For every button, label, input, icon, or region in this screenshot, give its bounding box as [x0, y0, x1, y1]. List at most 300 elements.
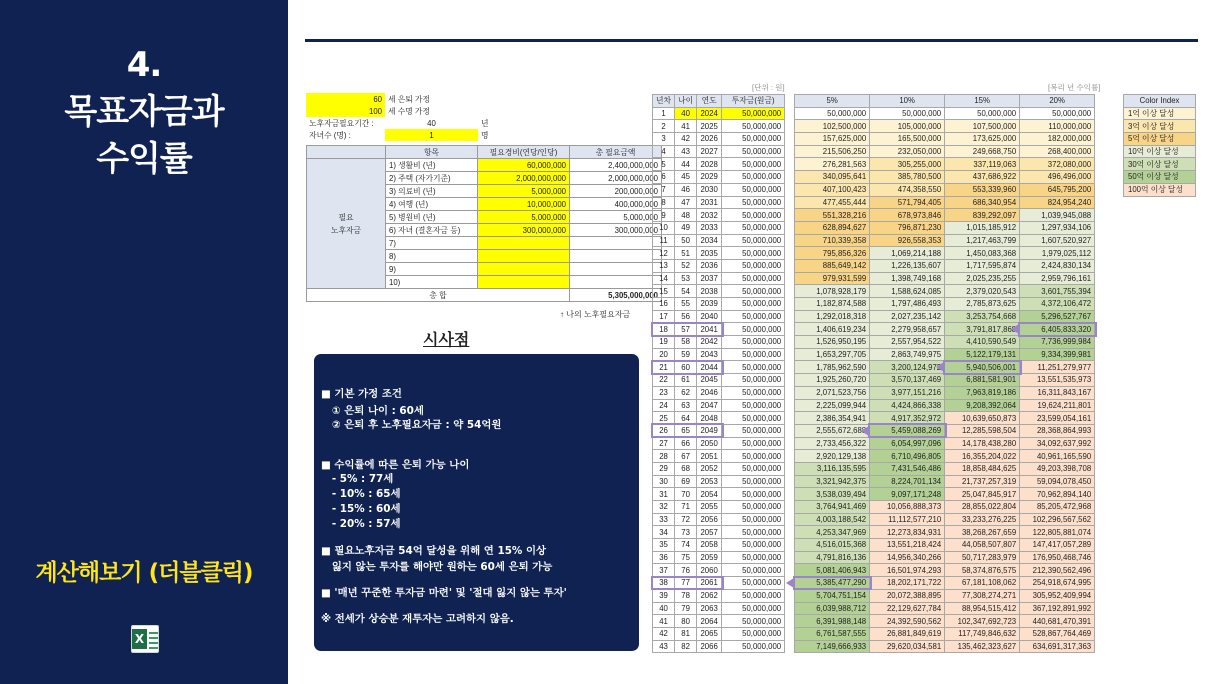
- row-index-cell: 11: [653, 234, 675, 247]
- row-index-cell: 50: [675, 234, 697, 247]
- value-highlight: [793, 576, 872, 591]
- balance-cell: 372,080,000: [1020, 158, 1095, 171]
- column-gap: [785, 450, 795, 463]
- row-index-cell: 2042: [697, 336, 722, 349]
- row-index-cell: 41: [653, 615, 675, 628]
- cost-total: 2,000,000,000: [570, 172, 662, 185]
- balance-cell: 21,737,257,319: [945, 475, 1020, 488]
- balance-cell: 979,931,599: [795, 272, 870, 285]
- balance-cell: 305,255,000: [870, 158, 945, 171]
- column-header: 10%: [870, 95, 945, 108]
- table-row: [653, 437, 1095, 450]
- balance-cell: 3,200,124,972: [870, 361, 945, 374]
- value-highlight: [1018, 322, 1097, 337]
- column-header: 연도: [697, 95, 722, 108]
- cost-grand-total: 5,305,000,000: [570, 289, 662, 302]
- balance-cell: 9,097,171,248: [870, 488, 945, 501]
- principal-cell: 50,000,000: [722, 551, 785, 564]
- balance-cell: 249,668,750: [945, 145, 1020, 158]
- principal-cell: 50,000,000: [722, 627, 785, 640]
- row-index-cell: 23: [653, 386, 675, 399]
- balance-cell: 3,764,941,469: [795, 501, 870, 514]
- row-index-cell: 2041: [697, 323, 722, 336]
- row-index-cell: 78: [675, 589, 697, 602]
- balance-cell: 25,047,845,917: [945, 488, 1020, 501]
- slide-title: [0, 42, 288, 183]
- row-index-cell: 2044: [697, 361, 722, 374]
- balance-cell: 24,392,590,562: [870, 615, 945, 628]
- row-index-cell: 71: [675, 501, 697, 514]
- balance-cell: 212,390,562,496: [1020, 564, 1095, 577]
- cost-row: [307, 159, 662, 172]
- balance-cell: 13,551,218,424: [870, 539, 945, 552]
- balance-cell: 147,417,057,289: [1020, 539, 1095, 552]
- row-index-cell: 58: [675, 336, 697, 349]
- cost-annual-input[interactable]: 5,000,000: [478, 185, 570, 198]
- row-index-cell: 40: [653, 602, 675, 615]
- balance-cell: 5,940,506,001: [945, 361, 1020, 374]
- assumption-inputs: [306, 93, 577, 141]
- row-index-cell: 2050: [697, 437, 722, 450]
- row-index-cell: 21: [653, 361, 675, 374]
- principal-cell: 50,000,000: [722, 564, 785, 577]
- principal-cell: 50,000,000: [722, 424, 785, 437]
- color-index-row: [1124, 133, 1196, 146]
- column-gap: [785, 640, 795, 653]
- column-gap: [785, 627, 795, 640]
- balance-cell: 571,794,405: [870, 196, 945, 209]
- balance-cell: 122,805,881,074: [1020, 526, 1095, 539]
- balance-cell: 110,000,000: [1020, 120, 1095, 133]
- row-index-cell: 2046: [697, 386, 722, 399]
- column-gap: [785, 221, 795, 234]
- balance-cell: 385,780,500: [870, 171, 945, 184]
- balance-cell: 29,620,034,581: [870, 640, 945, 653]
- balance-cell: 3,538,039,494: [795, 488, 870, 501]
- row-index-cell: 62: [675, 386, 697, 399]
- row-index-cell: 6: [653, 171, 675, 184]
- column-gap: [785, 234, 795, 247]
- table-row: [653, 107, 1095, 120]
- principal-cell: 50,000,000: [722, 120, 785, 133]
- table-row: [653, 336, 1095, 349]
- balance-cell: 40,961,165,590: [1020, 450, 1095, 463]
- principal-cell: 50,000,000: [722, 462, 785, 475]
- balance-cell: 6,881,581,901: [945, 374, 1020, 387]
- row-index-cell: 32: [653, 501, 675, 514]
- row-index-cell: 2065: [697, 627, 722, 640]
- retire-age-input[interactable]: 60: [306, 93, 385, 105]
- balance-cell: 85,205,472,968: [1020, 501, 1095, 514]
- balance-cell: 20,072,388,895: [870, 589, 945, 602]
- row-index-cell: 72: [675, 513, 697, 526]
- balance-cell: 50,000,000: [795, 107, 870, 120]
- row-index-cell: 46: [675, 183, 697, 196]
- cost-annual-input[interactable]: 10,000,000: [478, 198, 570, 211]
- balance-cell: 7,963,819,186: [945, 386, 1020, 399]
- balance-cell: 173,625,000: [945, 133, 1020, 146]
- row-index-cell: 2: [653, 120, 675, 133]
- color-index-row: [1124, 183, 1196, 196]
- row-index-cell: 18: [653, 323, 675, 336]
- table-row: [653, 374, 1095, 387]
- row-index-cell: 2066: [697, 640, 722, 653]
- row-index-cell: 2026: [697, 133, 722, 146]
- principal-cell: 50,000,000: [722, 386, 785, 399]
- column-gap: [785, 361, 795, 374]
- balance-cell: 2,379,020,543: [945, 285, 1020, 298]
- column-gap: [785, 526, 795, 539]
- insight-line: ■ 필요노후자금 54억 달성을 위해 연 15% 이상: [321, 545, 547, 557]
- balance-cell: 58,374,876,575: [945, 564, 1020, 577]
- cost-annual-input[interactable]: [478, 263, 570, 276]
- balance-cell: 77,308,274,271: [945, 589, 1020, 602]
- period-label: 노후자금필요기간 :: [309, 118, 374, 128]
- life-input[interactable]: 100: [306, 105, 385, 117]
- row-index-cell: 43: [653, 640, 675, 653]
- balance-cell: 496,496,000: [1020, 171, 1095, 184]
- row-index-cell: 37: [653, 564, 675, 577]
- cost-total: 5,000,000: [570, 211, 662, 224]
- children-input[interactable]: 1: [385, 129, 478, 141]
- table-row: [653, 640, 1095, 653]
- table-row: [653, 627, 1095, 640]
- row-index-cell: 16: [653, 298, 675, 311]
- cost-total-label: 총 합: [307, 289, 570, 302]
- cost-header: 항목: [386, 146, 478, 159]
- balance-cell: 2,920,129,138: [795, 450, 870, 463]
- principal-cell: 50,000,000: [722, 640, 785, 653]
- table-row: [653, 462, 1095, 475]
- balance-cell: 1,925,260,720: [795, 374, 870, 387]
- color-index-row: [1124, 107, 1196, 120]
- row-index-cell: 53: [675, 272, 697, 285]
- balance-cell: 1,226,135,607: [870, 259, 945, 272]
- cost-total: [570, 263, 662, 276]
- principal-cell: 50,000,000: [722, 348, 785, 361]
- principal-cell: 50,000,000: [722, 450, 785, 463]
- balance-cell: 1,450,083,368: [945, 247, 1020, 260]
- cost-annual-input[interactable]: 5,000,000: [478, 211, 570, 224]
- row-index-cell: 13: [653, 259, 675, 272]
- table-row: [653, 221, 1095, 234]
- column-gap: [785, 158, 795, 171]
- balance-cell: 107,500,000: [945, 120, 1020, 133]
- balance-cell: 885,649,142: [795, 259, 870, 272]
- row-index-cell: 81: [675, 627, 697, 640]
- table-row: [653, 501, 1095, 514]
- row-index-cell: 2029: [697, 171, 722, 184]
- insight-line: - 10% : 65세: [321, 488, 401, 500]
- balance-cell: 33,233,276,225: [945, 513, 1020, 526]
- color-index-item: 5억 이상 달성: [1124, 133, 1196, 146]
- balance-cell: 10,056,888,373: [870, 501, 945, 514]
- cost-annual-input[interactable]: [478, 276, 570, 289]
- title-line-1: 4.: [126, 45, 162, 85]
- balance-cell: 2,733,456,322: [795, 437, 870, 450]
- table-row: [653, 259, 1095, 272]
- balance-cell: 553,339,960: [945, 183, 1020, 196]
- row-index-cell: 2032: [697, 209, 722, 222]
- balance-cell: 407,100,423: [795, 183, 870, 196]
- balance-cell: 44,058,507,807: [945, 539, 1020, 552]
- balance-cell: 1,717,595,874: [945, 259, 1020, 272]
- principal-cell: 50,000,000: [722, 285, 785, 298]
- balance-cell: 38,268,267,659: [945, 526, 1020, 539]
- insight-line: ① 은퇴 나이 : 60세: [321, 405, 424, 417]
- title-line-2: 목표자금과: [64, 92, 224, 132]
- cost-annual-input[interactable]: [478, 237, 570, 250]
- balance-cell: 254,918,674,995: [1020, 577, 1095, 590]
- principal-cell: 50,000,000: [722, 336, 785, 349]
- color-index-item: 100억 이상 달성: [1124, 183, 1196, 196]
- balance-cell: 102,500,000: [795, 120, 870, 133]
- row-index-cell: 34: [653, 526, 675, 539]
- column-gap: [785, 272, 795, 285]
- balance-cell: 165,500,000: [870, 133, 945, 146]
- column-gap: [785, 323, 795, 336]
- cost-annual-input[interactable]: 60,000,000: [478, 159, 570, 172]
- table-row: [653, 513, 1095, 526]
- row-index-cell: 10: [653, 221, 675, 234]
- balance-cell: 16,501,974,293: [870, 564, 945, 577]
- principal-cell: 50,000,000: [722, 602, 785, 615]
- balance-cell: 1,069,214,188: [870, 247, 945, 260]
- balance-cell: 59,094,078,450: [1020, 475, 1095, 488]
- row-highlight: [651, 576, 724, 591]
- column-gap: [785, 462, 795, 475]
- row-index-cell: 70: [675, 488, 697, 501]
- cost-header-blank: [307, 146, 386, 159]
- balance-cell: 337,119,063: [945, 158, 1020, 171]
- column-gap: [785, 501, 795, 514]
- row-index-cell: 17: [653, 310, 675, 323]
- row-index-cell: 77: [675, 577, 697, 590]
- cost-header: 필요경비(연당/인당): [478, 146, 570, 159]
- row-index-cell: 2062: [697, 589, 722, 602]
- table-row: [653, 171, 1095, 184]
- balance-cell: 50,000,000: [870, 107, 945, 120]
- principal-cell: 50,000,000: [722, 539, 785, 552]
- balance-cell: 4,372,106,472: [1020, 298, 1095, 311]
- balance-cell: 5,704,751,154: [795, 589, 870, 602]
- cost-item-label: 5) 병원비 (년): [386, 211, 478, 224]
- principal-cell: 50,000,000: [722, 323, 785, 336]
- row-index-cell: 2033: [697, 221, 722, 234]
- color-index-row: [1124, 120, 1196, 133]
- insight-box: [314, 354, 639, 651]
- insight-title: 시사점: [423, 330, 470, 349]
- cost-table: [306, 145, 662, 302]
- column-gap: [785, 120, 795, 133]
- balance-cell: 2,785,873,625: [945, 298, 1020, 311]
- row-index-cell: 49: [675, 221, 697, 234]
- column-gap: [785, 171, 795, 184]
- balance-cell: 102,296,567,562: [1020, 513, 1095, 526]
- balance-cell: 13,551,535,973: [1020, 374, 1095, 387]
- calculate-link[interactable]: 계산해보기 (더블클릭): [35, 560, 253, 586]
- table-row: [653, 526, 1095, 539]
- cost-item-label: 1) 생활비 (년): [386, 159, 478, 172]
- color-index-item: 50억 이상 달성: [1124, 171, 1196, 184]
- balance-cell: 5,385,477,290: [795, 577, 870, 590]
- column-gap: [785, 348, 795, 361]
- required-funds-note: ↑ 나의 노후필요자금: [560, 310, 631, 319]
- children-label: 자녀수 (명) :: [309, 130, 351, 140]
- balance-cell: 7,431,546,486: [870, 462, 945, 475]
- column-gap: [785, 589, 795, 602]
- table-row: [653, 272, 1095, 285]
- balance-cell: 6,039,988,712: [795, 602, 870, 615]
- row-index-cell: 2052: [697, 462, 722, 475]
- row-highlight: [651, 423, 724, 438]
- balance-cell: 477,455,444: [795, 196, 870, 209]
- balance-cell: 14,178,438,280: [945, 437, 1020, 450]
- balance-cell: 628,894,627: [795, 221, 870, 234]
- balance-cell: 4,791,816,136: [795, 551, 870, 564]
- row-index-cell: 43: [675, 145, 697, 158]
- balance-cell: 1,039,945,088: [1020, 209, 1095, 222]
- cost-item-label: 10): [386, 276, 478, 289]
- row-index-cell: 28: [653, 450, 675, 463]
- column-header: 5%: [795, 95, 870, 108]
- children-unit: 명: [481, 130, 489, 140]
- principal-cell: 50,000,000: [722, 475, 785, 488]
- row-index-cell: 3: [653, 133, 675, 146]
- row-index-cell: 2061: [697, 577, 722, 590]
- balance-cell: 70,962,894,140: [1020, 488, 1095, 501]
- row-index-cell: 2027: [697, 145, 722, 158]
- column-gap: [785, 475, 795, 488]
- principal-cell: 50,000,000: [722, 247, 785, 260]
- principal-cell: 50,000,000: [722, 310, 785, 323]
- row-index-cell: 2060: [697, 564, 722, 577]
- row-index-cell: 76: [675, 564, 697, 577]
- row-index-cell: 56: [675, 310, 697, 323]
- table-row: [653, 145, 1095, 158]
- row-index-cell: 25: [653, 412, 675, 425]
- table-row: [653, 234, 1095, 247]
- balance-cell: 926,558,353: [870, 234, 945, 247]
- cost-annual-input[interactable]: 300,000,000: [478, 224, 570, 237]
- table-row: [653, 247, 1095, 260]
- row-index-cell: 61: [675, 374, 697, 387]
- row-index-cell: 63: [675, 399, 697, 412]
- column-header: 15%: [945, 95, 1020, 108]
- balance-cell: 215,506,250: [795, 145, 870, 158]
- row-index-cell: 74: [675, 539, 697, 552]
- column-header: 나이: [675, 95, 697, 108]
- row-index-cell: 2025: [697, 120, 722, 133]
- row-index-cell: 39: [653, 589, 675, 602]
- balance-cell: 4,424,866,338: [870, 399, 945, 412]
- table-row: [653, 551, 1095, 564]
- cost-annual-input[interactable]: [478, 250, 570, 263]
- row-index-cell: 44: [675, 158, 697, 171]
- value-highlight: [868, 423, 947, 438]
- table-row: [653, 183, 1095, 196]
- color-index-title: Color Index: [1124, 95, 1196, 108]
- balance-cell: 12,273,834,931: [870, 526, 945, 539]
- principal-cell: 50,000,000: [722, 501, 785, 514]
- balance-cell: 11,251,279,977: [1020, 361, 1095, 374]
- balance-cell: 88,954,515,412: [945, 602, 1020, 615]
- row-index-cell: 45: [675, 171, 697, 184]
- balance-cell: 6,054,997,096: [870, 437, 945, 450]
- cost-item-label: 2) 주택 (자가기준): [386, 172, 478, 185]
- balance-cell: 7,736,999,984: [1020, 336, 1095, 349]
- balance-cell: 176,950,468,746: [1020, 551, 1095, 564]
- row-index-cell: 73: [675, 526, 697, 539]
- row-index-cell: 2034: [697, 234, 722, 247]
- row-index-cell: 82: [675, 640, 697, 653]
- table-row: [653, 120, 1095, 133]
- cost-category: 필요 노후자금: [307, 159, 386, 289]
- column-gap: [785, 133, 795, 146]
- row-index-cell: 57: [675, 323, 697, 336]
- insight-line: 잃지 않는 투자를 해야만 원하는 60세 은퇴 가능: [321, 561, 553, 573]
- balance-cell: 6,761,587,555: [795, 627, 870, 640]
- column-gap: [785, 424, 795, 437]
- cost-annual-input[interactable]: 2,000,000,000: [478, 172, 570, 185]
- column-gap: [785, 412, 795, 425]
- balance-cell: 22,129,627,784: [870, 602, 945, 615]
- balance-cell: 1,406,619,234: [795, 323, 870, 336]
- row-index-cell: 67: [675, 450, 697, 463]
- balance-cell: 3,977,151,216: [870, 386, 945, 399]
- balance-cell: 824,954,240: [1020, 196, 1095, 209]
- excel-icon[interactable]: [131, 625, 159, 653]
- cost-total-row: [307, 289, 662, 302]
- table-row: [653, 475, 1095, 488]
- balance-cell: 34,092,637,992: [1020, 437, 1095, 450]
- row-index-cell: 15: [653, 285, 675, 298]
- cost-header: 총 필요금액: [570, 146, 662, 159]
- row-index-cell: 2058: [697, 539, 722, 552]
- row-index-cell: 2059: [697, 551, 722, 564]
- balance-cell: 2,959,796,161: [1020, 272, 1095, 285]
- row-index-cell: 2049: [697, 424, 722, 437]
- balance-cell: 6,391,988,148: [795, 615, 870, 628]
- balance-cell: 2,386,354,941: [795, 412, 870, 425]
- principal-cell: 50,000,000: [722, 437, 785, 450]
- retire-age-label: 세 은퇴 가정: [388, 94, 430, 104]
- balance-cell: 157,625,000: [795, 133, 870, 146]
- insight-line: ② 은퇴 후 노후필요자금 : 약 54억원: [321, 419, 502, 431]
- balance-cell: 67,181,108,062: [945, 577, 1020, 590]
- column-header: 년차: [653, 95, 675, 108]
- principal-cell: 50,000,000: [722, 488, 785, 501]
- insight-line: - 15% : 60세: [321, 503, 401, 515]
- balance-cell: 268,400,000: [1020, 145, 1095, 158]
- balance-cell: 16,355,204,022: [945, 450, 1020, 463]
- balance-cell: 16,311,843,167: [1020, 386, 1095, 399]
- balance-cell: 8,224,701,134: [870, 475, 945, 488]
- principal-cell: 50,000,000: [722, 399, 785, 412]
- row-index-cell: 14: [653, 272, 675, 285]
- row-index-cell: 12: [653, 247, 675, 260]
- balance-cell: 2,557,954,522: [870, 336, 945, 349]
- row-index-cell: 2043: [697, 348, 722, 361]
- principal-cell: 50,000,000: [722, 209, 785, 222]
- row-index-cell: 2031: [697, 196, 722, 209]
- row-index-cell: 2047: [697, 399, 722, 412]
- rate-label: [복리 년 수익률]: [1048, 83, 1101, 92]
- principal-cell: 50,000,000: [722, 526, 785, 539]
- balance-cell: 10,639,650,873: [945, 412, 1020, 425]
- balance-cell: 5,459,088,269: [870, 424, 945, 437]
- balance-cell: 3,116,135,595: [795, 462, 870, 475]
